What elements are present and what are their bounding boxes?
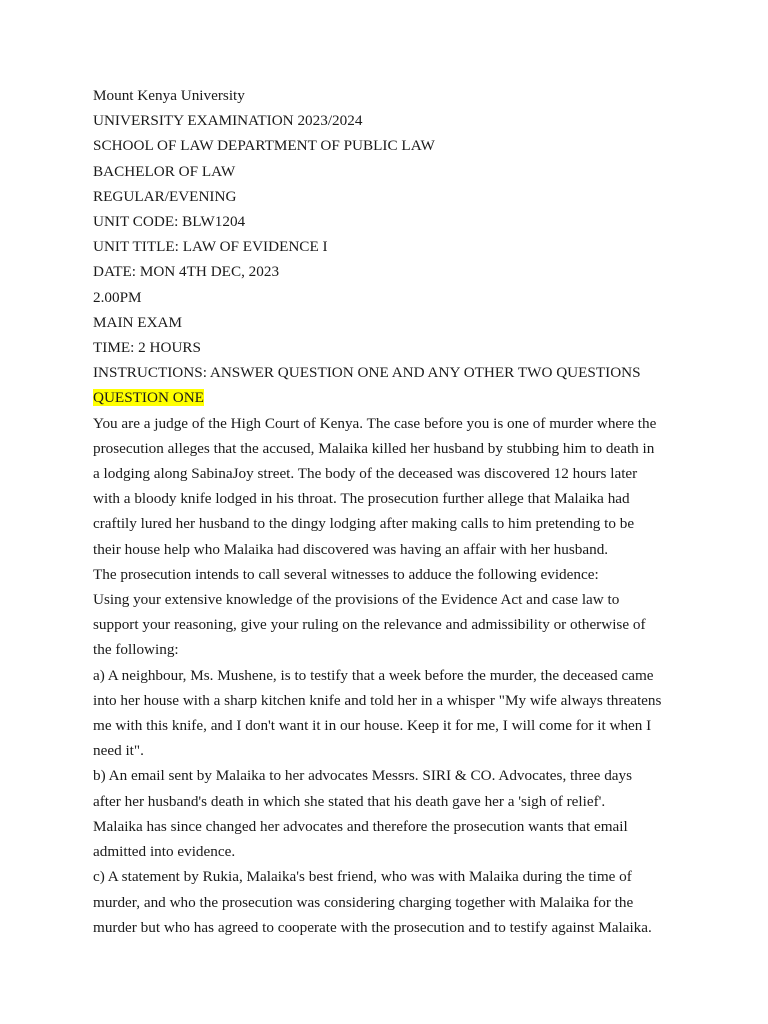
- scenario-line: You are a judge of the High Court of Kenya. The case before you is one of murder where the: [93, 414, 657, 432]
- exam-duration: TIME: 2 HOURS: [93, 339, 202, 357]
- study-mode: REGULAR/EVENING: [93, 187, 237, 205]
- item-b-line: after her husband's death in which she stated that his death gave her a 'sigh of relief'.: [93, 792, 606, 810]
- scenario-line: a lodging along SabinaJoy street. The body of the deceased was discovered 12 hours later: [93, 465, 638, 483]
- exam-document: [93, 83, 683, 940]
- task-line: support your reasoning, give your ruling on the relevance and admissibility or otherwise of: [93, 616, 646, 634]
- scenario-line: craftily lured her husband to the dingy lodging after making calls to him pretending to be: [93, 515, 635, 533]
- exam-instructions: INSTRUCTIONS: ANSWER QUESTION ONE AND ANY OTHER TWO QUESTIONS: [93, 364, 641, 382]
- unit-title: UNIT TITLE: LAW OF EVIDENCE I: [93, 238, 328, 256]
- unit-code: UNIT CODE: BLW1204: [93, 213, 246, 231]
- item-c-line: c) A statement by Rukia, Malaika's best friend, who was with Malaika during the time of: [93, 868, 632, 886]
- scenario-line: prosecution alleges that the accused, Malaika killed her husband by stubbing him to death in: [93, 439, 655, 457]
- item-a-line: me with this knife, and I don't want it in our house. Keep it for me, I will come for it when I: [93, 717, 652, 735]
- item-c-line: murder but who has agreed to cooperate with the prosecution and to testify against Malaika.: [93, 918, 652, 936]
- task-line: Using your extensive knowledge of the provisions of the Evidence Act and case law to: [93, 591, 620, 609]
- degree-name: BACHELOR OF LAW: [93, 162, 236, 180]
- prosecution-intent: The prosecution intends to call several witnesses to adduce the following evidence:: [93, 565, 599, 583]
- university-name: Mount Kenya University: [93, 87, 245, 104]
- item-a-line: into her house with a sharp kitchen knife and told her in a whisper "My wife always threatens: [93, 691, 662, 709]
- question-one-heading: [93, 385, 683, 410]
- exam-date: DATE: MON 4TH DEC, 2023: [93, 263, 280, 281]
- exam-title: UNIVERSITY EXAMINATION 2023/2024: [93, 112, 363, 130]
- item-a-line: a) A neighbour, Ms. Mushene, is to testify that a week before the murder, the deceased came: [93, 666, 654, 684]
- item-b-line: b) An email sent by Malaika to her advocates Messrs. SIRI & CO. Advocates, three days: [93, 767, 633, 785]
- task-line: the following:: [93, 641, 179, 659]
- school-department: SCHOOL OF LAW DEPARTMENT OF PUBLIC LAW: [93, 137, 435, 155]
- item-b-line: admitted into evidence.: [93, 843, 236, 861]
- item-c-line: murder, and who the prosecution was considering charging together with Malaika for the: [93, 893, 634, 911]
- exam-time-of-day: 2.00PM: [93, 288, 142, 306]
- item-b-line: Malaika has since changed her advocates and therefore the prosecution wants that email: [93, 817, 628, 835]
- question-one-heading-text: QUESTION ONE: [93, 389, 204, 407]
- exam-type: MAIN EXAM: [93, 313, 183, 331]
- item-a-line: need it".: [93, 742, 144, 760]
- scenario-line: with a bloody knife lodged in his throat. The prosecution further allege that Malaika had: [93, 490, 630, 508]
- scenario-line: their house help who Malaika had discovered was having an affair with her husband.: [93, 540, 609, 558]
